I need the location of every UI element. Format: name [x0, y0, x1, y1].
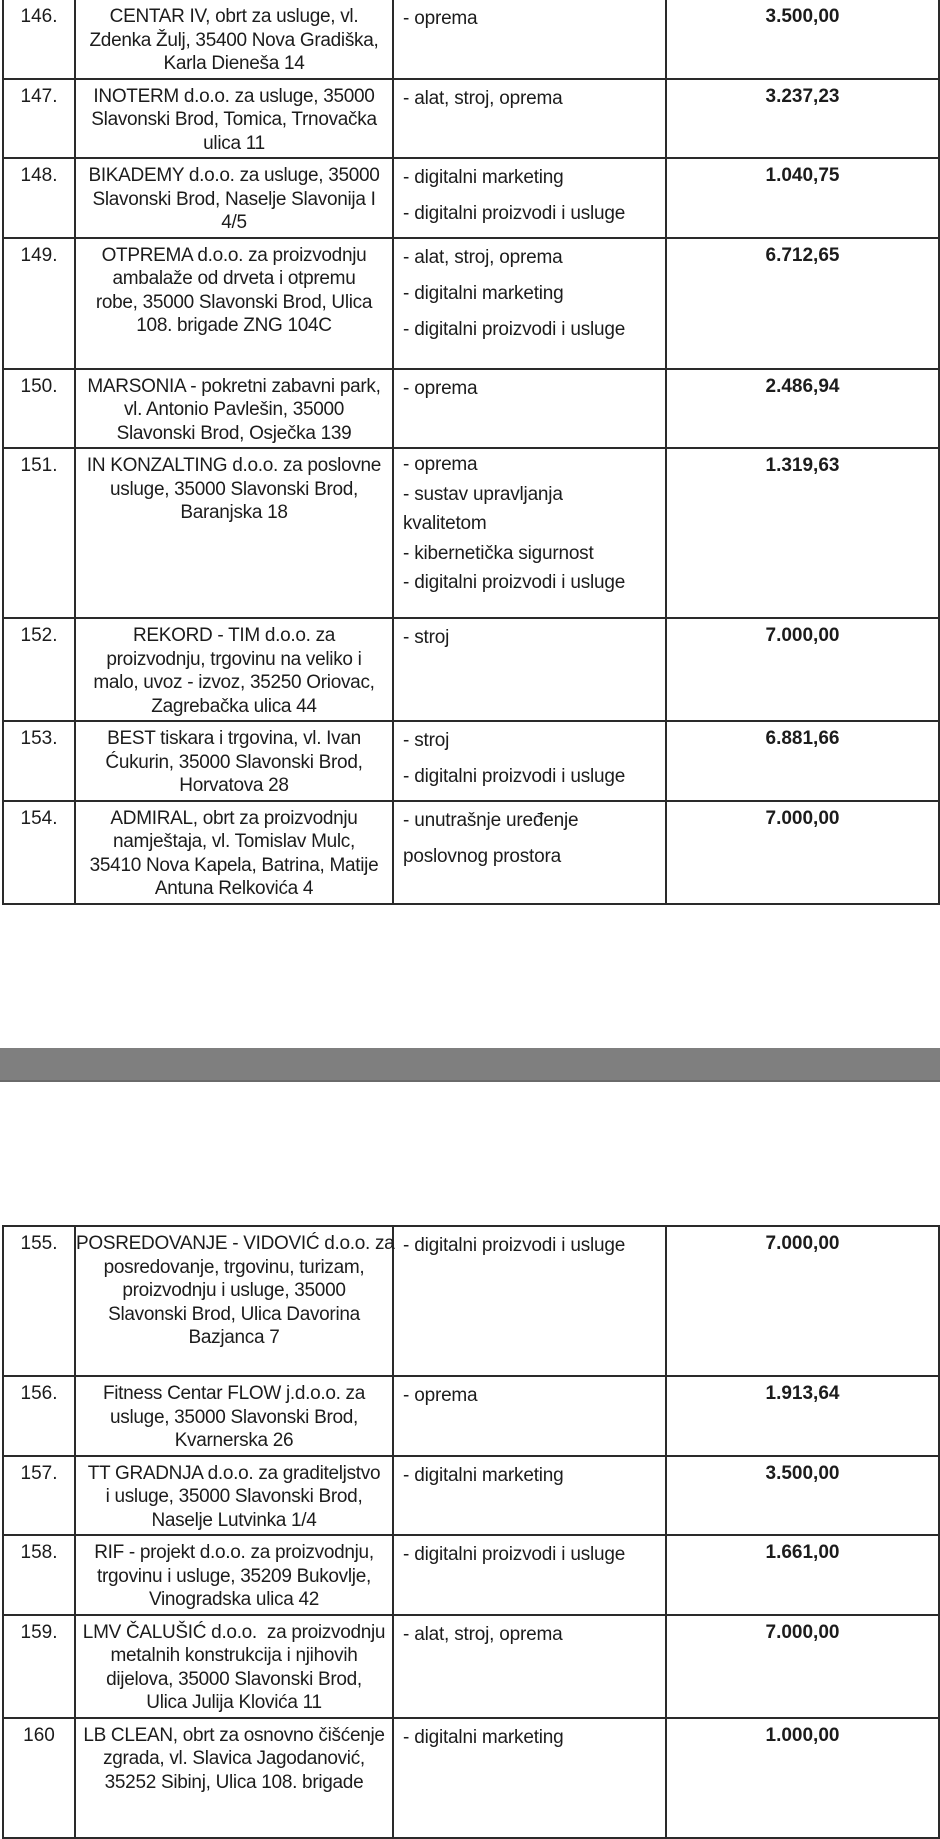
beneficiary-cell [75, 369, 393, 449]
row-number: 160 [3, 1718, 75, 1838]
beneficiary-line: BEST tiskara i trgovina, vl. Ivan [107, 728, 361, 749]
grant-amount: 1.661,00 [666, 1535, 939, 1615]
funded-items-cell [393, 618, 666, 721]
table-row [3, 801, 939, 904]
table-row [3, 1226, 939, 1376]
grant-amount: 6.712,65 [666, 238, 939, 369]
grant-amount: 7.000,00 [666, 1615, 939, 1718]
beneficiary-line: Naselje Lutvinka 1/4 [151, 1509, 317, 1531]
grant-amount: 1.000,00 [666, 1718, 939, 1838]
beneficiary-line: RIF - projekt d.o.o. za proizvodnju, [94, 1542, 374, 1563]
beneficiary-line: Bazjanca 7 [188, 1327, 280, 1348]
table-row [3, 1718, 939, 1838]
funded-items-cell [393, 1535, 666, 1615]
beneficiary-line: ambalaže od drveta i otpremu [112, 268, 356, 289]
table-row [3, 1456, 939, 1536]
beneficiary-line: i usluge, 35000 Slavonski Brod, [105, 1486, 363, 1507]
funded-item-line: - stroj [403, 730, 450, 751]
beneficiary-line: POSREDOVANJE - VIDOVIĆ d.o.o. za [76, 1233, 395, 1254]
beneficiary-cell [75, 1615, 393, 1718]
funded-item-line: - digitalni marketing [403, 1464, 564, 1486]
beneficiary-line: MARSONIA - pokretni zabavni park, [87, 375, 381, 397]
row-number: 158. [3, 1535, 75, 1615]
table-row [3, 1535, 939, 1615]
row-number: 157. [3, 1456, 75, 1536]
beneficiary-line: Horvatova 28 [179, 775, 289, 796]
funded-items-cell [393, 0, 666, 79]
grant-amount: 2.486,94 [666, 369, 939, 449]
funded-item-line: kvalitetom [403, 513, 487, 534]
beneficiary-line: malo, uvoz - izvoz, 35250 Oriovac, [93, 672, 375, 693]
beneficiary-line: Fitness Centar FLOW j.d.o.o. za [102, 1383, 366, 1404]
funded-item-line: - oprema [403, 1385, 478, 1406]
funded-items-cell [393, 721, 666, 801]
beneficiary-cell [75, 1535, 393, 1615]
beneficiary-cell [75, 1226, 393, 1376]
grant-amount: 1.319,63 [666, 448, 939, 618]
beneficiary-line: posredovanje, trgovinu, turizam, [103, 1256, 365, 1278]
funded-item-line: - oprema [403, 8, 478, 29]
funded-item-line: - digitalni proizvodi i usluge [403, 1235, 626, 1256]
beneficiary-line: 4/5 [221, 212, 247, 233]
beneficiary-line: LMV ČALUŠIĆ d.o.o. za proizvodnju [82, 1621, 386, 1643]
beneficiary-cell [75, 448, 393, 618]
beneficiary-line: Baranjska 18 [180, 502, 288, 523]
funded-item-line: - oprema [403, 377, 478, 399]
table-row [3, 721, 939, 801]
beneficiary-line: Vinogradska ulica 42 [148, 1589, 320, 1610]
beneficiary-cell [75, 801, 393, 904]
beneficiary-line: BIKADEMY d.o.o. za usluge, 35000 [88, 165, 380, 186]
beneficiary-line: trgovinu i usluge, 35209 Bukovlje, [97, 1565, 371, 1587]
table-row [3, 448, 939, 618]
beneficiary-line: Slavonski Brod, Naselje Slavonija I [92, 188, 376, 210]
funded-items-cell [393, 1376, 666, 1456]
beneficiary-cell [75, 721, 393, 801]
beneficiary-line: Slavonski Brod, Osječka 139 [116, 422, 352, 444]
beneficiary-line: proizvodnju i usluge, 35000 [122, 1280, 346, 1301]
row-number: 148. [3, 158, 75, 238]
grant-amount: 1.040,75 [666, 158, 939, 238]
funded-item-line: - alat, stroj, oprema [403, 246, 563, 268]
beneficiary-line: Zdenka Žulj, 35400 Nova Gradiška, [89, 29, 379, 51]
funded-item-line: - digitalni proizvodi i usluge [403, 203, 626, 224]
funded-item-line: - digitalni proizvodi i usluge [403, 766, 626, 787]
beneficiary-line: Ulica Julija Klovića 11 [146, 1692, 322, 1713]
table-row [3, 238, 939, 369]
funded-item-line: - sustav upravljanja [403, 483, 563, 505]
grants-table-page2 [2, 1225, 940, 1839]
row-number: 156. [3, 1376, 75, 1456]
funded-items-cell [393, 369, 666, 449]
grant-amount: 7.000,00 [666, 1226, 939, 1376]
beneficiary-cell [75, 1456, 393, 1536]
funded-item-line: - unutrašnje uređenje [403, 809, 579, 831]
funded-item-line: - digitalni marketing [403, 282, 564, 304]
beneficiary-line: Antuna Relkovića 4 [154, 878, 314, 899]
beneficiary-line: namještaja, vl. Tomislav Mulc, [113, 831, 355, 852]
table-row [3, 158, 939, 238]
beneficiary-line: Karla Dieneša 14 [163, 53, 305, 74]
beneficiary-cell [75, 1376, 393, 1456]
grant-amount: 3.500,00 [666, 1456, 939, 1536]
funded-items-cell [393, 1615, 666, 1718]
beneficiary-line: Slavonski Brod, Tomica, Trnovačka [91, 109, 377, 130]
beneficiary-line: Zagrebačka ulica 44 [151, 695, 317, 717]
funded-item-line: - digitalni marketing [403, 167, 564, 188]
beneficiary-line: proizvodnju, trgovinu na veliko i [106, 648, 362, 670]
funded-items-cell [393, 1718, 666, 1838]
beneficiary-line: OTPREMA d.o.o. za proizvodnju [101, 244, 367, 266]
funded-items-cell [393, 238, 666, 369]
grant-amount: 6.881,66 [666, 721, 939, 801]
row-number: 159. [3, 1615, 75, 1718]
funded-items-cell [393, 1456, 666, 1536]
grants-table-page1 [2, 0, 940, 905]
beneficiary-line: Slavonski Brod, Ulica Davorina [108, 1303, 360, 1325]
beneficiary-line: IN KONZALTING d.o.o. za poslovne [86, 455, 382, 476]
funded-item-line: - oprema [403, 454, 478, 475]
table-row [3, 618, 939, 721]
grant-amount: 3.237,23 [666, 79, 939, 159]
row-number: 149. [3, 238, 75, 369]
funded-items-cell [393, 801, 666, 904]
table-row [3, 1615, 939, 1718]
grant-amount: 1.913,64 [666, 1376, 939, 1456]
grant-amount: 7.000,00 [666, 801, 939, 904]
funded-item-line: poslovnog prostora [403, 845, 562, 867]
row-number: 146. [3, 0, 75, 79]
beneficiary-line: INOTERM d.o.o. za usluge, 35000 [93, 85, 375, 107]
funded-items-cell [393, 158, 666, 238]
beneficiary-line: dijelova, 35000 Slavonski Brod, [106, 1668, 362, 1690]
beneficiary-line: TT GRADNJA d.o.o. za graditeljstvo [87, 1462, 381, 1484]
table-row [3, 369, 939, 449]
beneficiary-cell [75, 238, 393, 369]
beneficiary-line: metalnih konstrukcija i njihovih [110, 1645, 358, 1666]
beneficiary-line: ulica 11 [203, 132, 265, 154]
beneficiary-line: usluge, 35000 Slavonski Brod, [110, 1406, 358, 1428]
row-number: 147. [3, 79, 75, 159]
funded-item-line: - alat, stroj, oprema [403, 87, 563, 109]
beneficiary-cell [75, 618, 393, 721]
row-number: 154. [3, 801, 75, 904]
funded-item-line: - digitalni proizvodi i usluge [403, 318, 626, 340]
beneficiary-cell [75, 158, 393, 238]
page-separator [0, 1048, 940, 1082]
grant-amount: 3.500,00 [666, 0, 939, 79]
table-row [3, 0, 939, 79]
beneficiary-line: 35252 Sibinj, Ulica 108. brigade [104, 1771, 364, 1793]
beneficiary-cell [75, 1718, 393, 1838]
table-row [3, 79, 939, 159]
row-number: 152. [3, 618, 75, 721]
funded-item-line: - stroj [403, 627, 450, 648]
beneficiary-line: vl. Antonio Pavlešin, 35000 [123, 399, 345, 420]
beneficiary-line: 108. brigade ZNG 104C [136, 315, 332, 336]
beneficiary-line: REKORD - TIM d.o.o. za [132, 625, 336, 646]
beneficiary-line: Ćukurin, 35000 Slavonski Brod, [105, 751, 363, 773]
beneficiary-line: CENTAR IV, obrt za usluge, vl. [109, 6, 359, 27]
row-number: 153. [3, 721, 75, 801]
row-number: 150. [3, 369, 75, 449]
funded-items-cell [393, 1226, 666, 1376]
funded-item-line: - digitalni marketing [403, 1726, 564, 1748]
beneficiary-line: Kvarnerska 26 [174, 1430, 294, 1451]
beneficiary-line: 35410 Nova Kapela, Batrina, Matije [89, 854, 379, 876]
funded-items-cell [393, 448, 666, 618]
beneficiary-line: LB CLEAN, obrt za osnovno čišćenje [83, 1724, 385, 1746]
table-row [3, 1376, 939, 1456]
beneficiary-line: zgrada, vl. Slavica Jagodanović, [103, 1748, 365, 1769]
beneficiary-line: robe, 35000 Slavonski Brod, Ulica [95, 291, 373, 313]
beneficiary-cell [75, 79, 393, 159]
funded-item-line: - digitalni proizvodi i usluge [403, 572, 626, 593]
beneficiary-line: ADMIRAL, obrt za proizvodnju [110, 807, 358, 829]
row-number: 151. [3, 448, 75, 618]
funded-item-line: - alat, stroj, oprema [403, 1623, 563, 1645]
row-number: 155. [3, 1226, 75, 1376]
beneficiary-cell [75, 0, 393, 79]
funded-item-line: - digitalni proizvodi i usluge [403, 1544, 626, 1565]
beneficiary-line: usluge, 35000 Slavonski Brod, [110, 478, 358, 500]
funded-items-cell [393, 79, 666, 159]
grant-amount: 7.000,00 [666, 618, 939, 721]
funded-item-line: - kibernetička sigurnost [403, 542, 594, 564]
